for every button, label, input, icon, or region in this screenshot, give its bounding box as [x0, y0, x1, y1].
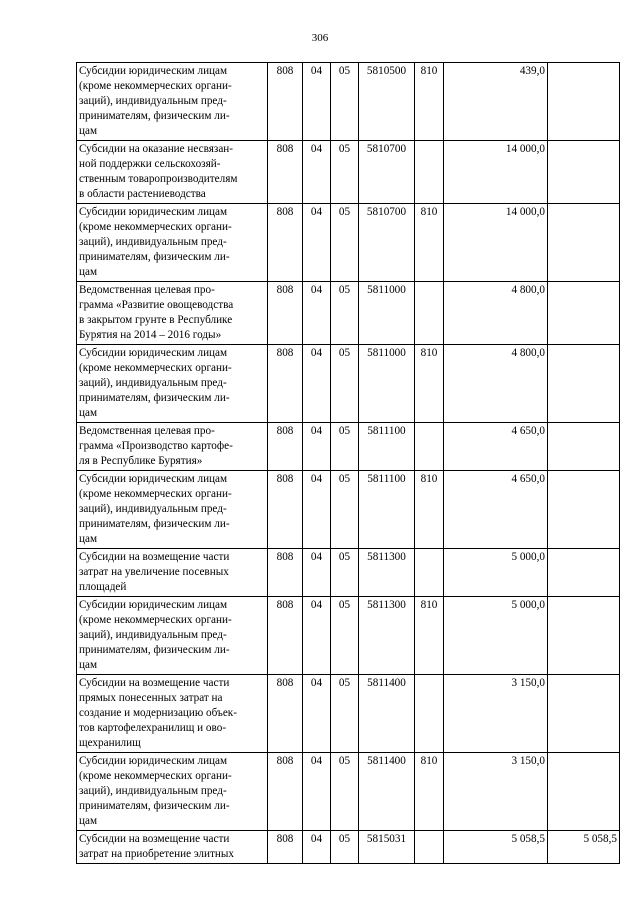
cell-amount-2 — [548, 345, 620, 423]
cell-expense-type: 810 — [415, 204, 444, 282]
cell-amount: 4 650,0 — [444, 423, 548, 471]
cell-section: 04 — [303, 675, 331, 753]
cell-amount-2 — [548, 282, 620, 345]
cell-subsection: 05 — [331, 63, 359, 141]
table-row — [77, 63, 620, 141]
cell-amount-2 — [548, 753, 620, 831]
cell-subsection: 05 — [331, 345, 359, 423]
table-row — [77, 204, 620, 282]
cell-section: 04 — [303, 753, 331, 831]
cell-admin-code: 808 — [268, 345, 303, 423]
cell-amount-2 — [548, 597, 620, 675]
cell-section: 04 — [303, 204, 331, 282]
cell-amount: 3 150,0 — [444, 675, 548, 753]
cell-subsection: 05 — [331, 831, 359, 864]
cell-amount-2 — [548, 423, 620, 471]
table-row — [77, 471, 620, 549]
cell-amount-2 — [548, 675, 620, 753]
cell-admin-code: 808 — [268, 675, 303, 753]
cell-amount-2 — [548, 471, 620, 549]
cell-target-article: 5811100 — [359, 423, 415, 471]
cell-target-article: 5811400 — [359, 675, 415, 753]
cell-admin-code: 808 — [268, 471, 303, 549]
cell-admin-code: 808 — [268, 141, 303, 204]
cell-subsection: 05 — [331, 549, 359, 597]
cell-amount-2 — [548, 204, 620, 282]
cell-name: Субсидии юридическим лицам (кроме некоммерческих органи- заций), индивидуальным пред- принимателям, физическим ли- цам — [77, 753, 268, 831]
cell-admin-code: 808 — [268, 549, 303, 597]
cell-target-article: 5815031 — [359, 831, 415, 864]
cell-amount: 5 000,0 — [444, 597, 548, 675]
cell-amount: 14 000,0 — [444, 141, 548, 204]
cell-amount: 439,0 — [444, 63, 548, 141]
cell-target-article: 5811000 — [359, 282, 415, 345]
cell-admin-code: 808 — [268, 597, 303, 675]
cell-amount: 4 650,0 — [444, 471, 548, 549]
cell-name: Ведомственная целевая про- грамма «Производство картофе- ля в Республике Бурятия» — [77, 423, 268, 471]
cell-amount-2 — [548, 63, 620, 141]
table-body — [77, 63, 620, 864]
cell-subsection: 05 — [331, 675, 359, 753]
cell-subsection: 05 — [331, 141, 359, 204]
cell-name: Ведомственная целевая про- грамма «Развитие овощеводства в закрытом грунте в Республике Бурятия на 2014 – 2016 годы» — [77, 282, 268, 345]
table-row — [77, 549, 620, 597]
cell-section: 04 — [303, 549, 331, 597]
cell-amount-2 — [548, 549, 620, 597]
cell-admin-code: 808 — [268, 423, 303, 471]
table-row — [77, 282, 620, 345]
cell-amount-2: 5 058,5 — [548, 831, 620, 864]
budget-table — [76, 62, 620, 864]
cell-name: Субсидии юридическим лицам (кроме некоммерческих органи- заций), индивидуальным пред- принимателям, физическим ли- цам — [77, 204, 268, 282]
cell-section: 04 — [303, 345, 331, 423]
cell-expense-type — [415, 141, 444, 204]
cell-amount-2 — [548, 141, 620, 204]
cell-subsection: 05 — [331, 282, 359, 345]
cell-section: 04 — [303, 471, 331, 549]
table-row — [77, 141, 620, 204]
cell-admin-code: 808 — [268, 63, 303, 141]
cell-amount: 14 000,0 — [444, 204, 548, 282]
cell-name: Субсидии на возмещение части затрат на приобретение элитных — [77, 831, 268, 864]
cell-target-article: 5811400 — [359, 753, 415, 831]
cell-name: Субсидии юридическим лицам (кроме некоммерческих органи- заций), индивидуальным пред- принимателям, физическим ли- цам — [77, 345, 268, 423]
cell-subsection: 05 — [331, 204, 359, 282]
cell-amount: 5 000,0 — [444, 549, 548, 597]
cell-expense-type: 810 — [415, 471, 444, 549]
cell-expense-type: 810 — [415, 63, 444, 141]
cell-section: 04 — [303, 63, 331, 141]
table-row — [77, 831, 620, 864]
cell-target-article: 5810700 — [359, 204, 415, 282]
cell-expense-type — [415, 831, 444, 864]
page-number: 306 — [311, 32, 329, 44]
cell-name: Субсидии юридическим лицам (кроме некоммерческих органи- заций), индивидуальным пред- принимателям, физическим ли- цам — [77, 471, 268, 549]
cell-expense-type — [415, 282, 444, 345]
cell-name: Субсидии юридическим лицам (кроме некоммерческих органи- заций), индивидуальным пред- принимателям, физическим ли- цам — [77, 63, 268, 141]
cell-subsection: 05 — [331, 597, 359, 675]
cell-amount: 4 800,0 — [444, 345, 548, 423]
table-row — [77, 753, 620, 831]
cell-section: 04 — [303, 141, 331, 204]
cell-amount: 4 800,0 — [444, 282, 548, 345]
cell-name: Субсидии на оказание несвязан- ной поддержки сельскохозяй- ственным товаропроизводителям в области растениеводства — [77, 141, 268, 204]
cell-name: Субсидии юридическим лицам (кроме некоммерческих органи- заций), индивидуальным пред- принимателям, физическим ли- цам — [77, 597, 268, 675]
cell-section: 04 — [303, 831, 331, 864]
cell-subsection: 05 — [331, 471, 359, 549]
cell-target-article: 5811100 — [359, 471, 415, 549]
cell-amount: 5 058,5 — [444, 831, 548, 864]
cell-admin-code: 808 — [268, 204, 303, 282]
cell-admin-code: 808 — [268, 282, 303, 345]
cell-name: Субсидии на возмещение части прямых понесенных затрат на создание и модернизацию объек- тов картофелехранилищ и ово- щехранилищ — [77, 675, 268, 753]
cell-target-article: 5810500 — [359, 63, 415, 141]
cell-expense-type: 810 — [415, 753, 444, 831]
cell-section: 04 — [303, 423, 331, 471]
table-row — [77, 423, 620, 471]
table-row — [77, 675, 620, 753]
cell-amount: 3 150,0 — [444, 753, 548, 831]
cell-target-article: 5810700 — [359, 141, 415, 204]
cell-expense-type — [415, 423, 444, 471]
cell-section: 04 — [303, 597, 331, 675]
cell-expense-type: 810 — [415, 597, 444, 675]
cell-section: 04 — [303, 282, 331, 345]
cell-target-article: 5811300 — [359, 597, 415, 675]
cell-admin-code: 808 — [268, 831, 303, 864]
cell-expense-type: 810 — [415, 345, 444, 423]
cell-expense-type — [415, 675, 444, 753]
cell-subsection: 05 — [331, 753, 359, 831]
table-row — [77, 345, 620, 423]
cell-subsection: 05 — [331, 423, 359, 471]
cell-target-article: 5811300 — [359, 549, 415, 597]
cell-name: Субсидии на возмещение части затрат на увеличение посевных площадей — [77, 549, 268, 597]
cell-target-article: 5811000 — [359, 345, 415, 423]
cell-admin-code: 808 — [268, 753, 303, 831]
table-row — [77, 597, 620, 675]
cell-expense-type — [415, 549, 444, 597]
